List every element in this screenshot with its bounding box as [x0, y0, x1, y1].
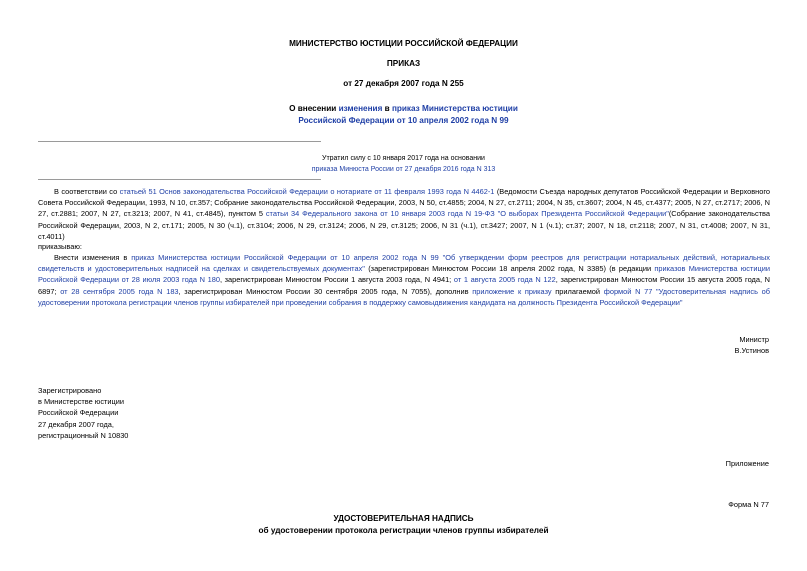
body-text: (зарегистрирован Минюстом России 18 апреля 2002 года, N 3385) (в редакции	[364, 264, 655, 274]
body-link[interactable]: приказ Министерства юстиции Российской Федерации от 10 апреля 2002 года N 99 "Об утверждении форм реестров для регистрации нотариальных действий, нотариальных свидетельств и удостоверительных надписей на сделках и свидетельствуемых документах"	[38, 253, 770, 274]
body-link[interactable]: от 28 сентября 2005 года N 183	[60, 286, 179, 296]
ministry-heading: МИНИСТЕРСТВО ЮСТИЦИИ РОССИЙСКОЙ ФЕДЕРАЦИИ	[289, 39, 518, 48]
doc-type: ПРИКАЗ	[386, 59, 421, 68]
preamble-link[interactable]: статьей 51 Основ законодательства Российской Федерации о нотариате от 11 февраля 1993 года N 4462-1	[119, 187, 495, 196]
validity-link[interactable]: приказа Минюста России от 27 декабря 2016 года N 313	[311, 166, 496, 173]
registration-line: Российской Федерации	[38, 408, 119, 418]
registration-line: 27 декабря 2007 года,	[38, 419, 114, 429]
registration-line: в Министерстве юстиции	[38, 397, 125, 407]
validity-note: Утратил силу с 10 января 2017 года на основании	[322, 155, 485, 162]
body-text: Внести изменения в	[54, 253, 132, 262]
title-link-order[interactable]: приказ Министерства юстиции	[391, 104, 518, 113]
signature-title: Министр	[739, 335, 769, 344]
title-prefix: О внесении	[289, 104, 339, 113]
divider-mid	[38, 179, 321, 180]
body-text: , зарегистрирован Минюстом России 1 августа 2003 года, N 4941;	[219, 275, 454, 285]
order-word: приказываю:	[38, 242, 82, 251]
order-title	[0, 103, 807, 114]
divider-top	[38, 141, 321, 142]
body-text: прилагаемой	[551, 286, 604, 296]
order-title-line2[interactable]: Российской Федерации от 10 апреля 2002 года N 99	[298, 116, 509, 125]
preamble-text: (Собрание законодательства Российской Федерации, 2003, N 2, ст.171; 2005, N 30 (ч.1), ст.3104; 2006, N 29, ст.3124; 2006, N 29, ст.3125; 2006, N 31 (ч.1), ст.3427; 2007, N 1 (ч.1); ст.37; 2007, N 18, ст.2118; 2007, N 31, ст.4008; 2007, N 31, ст.4011)	[38, 209, 770, 241]
registration-block	[38, 385, 128, 441]
body-paragraph	[38, 252, 770, 308]
form-title: УДОСТОВЕРИТЕЛЬНАЯ НАДПИСЬ	[333, 514, 474, 523]
preamble-text: (Ведомости Съезда народных депутатов Российской Федерации и Верховного Совета Российской Федерации, 1993, N 10, ст.357; Собрание законодательства Российской Федерации, 2003, N 50, ст.4855; 2004, N 27, ст.2711; 2004, N 35, ст.3607; 2004, N 45, ст.4377; 2005, N 27, ст.2717; 2006, N 27, ст.2881; 2007, N 27, ст.3213; 2007, N 41, ст.4845), пунктом 5	[38, 187, 770, 219]
preamble-paragraph	[38, 186, 770, 242]
signature-name: В.Устинов	[734, 346, 769, 355]
preamble-text: В соответствии со	[54, 187, 120, 196]
body-text: , зарегистрирован Минюстом России 15 августа 2005 года, N 6897;	[38, 275, 770, 296]
appendix-label: Приложение	[725, 459, 769, 468]
registration-line: регистрационный N 10830	[38, 430, 129, 440]
body-link[interactable]: от 1 августа 2005 года N 122	[453, 275, 556, 285]
registration-line: Зарегистрировано	[38, 386, 102, 395]
body-text: , зарегистрирован Минюстом России 30 сентября 2005 года, N 7055), дополнив	[178, 286, 473, 296]
body-link[interactable]: приложение к приказу	[472, 286, 552, 296]
body-link[interactable]: приказов Министерства юстиции Российской Федерации от 28 июля 2003 года N 180	[38, 264, 770, 285]
form-label: Форма N 77	[728, 500, 769, 509]
date-number: от 27 декабря 2007 года N 255	[343, 79, 464, 88]
preamble-link[interactable]: статьи 34 Федерального закона от 10 января 2003 года N 19-ФЗ "О выборах Президента Российской Федерации"	[265, 209, 669, 219]
body-link[interactable]: формой N 77 "Удостоверительная надпись об удостоверении протокола регистрации членов группы избирателей при проведении собрания в поддержку самовыдвижения кандидата на должность Президента Российской Федерации"	[38, 286, 770, 307]
title-link-change[interactable]: изменения	[338, 104, 383, 113]
form-subtitle: об удостоверении протокола регистрации членов группы избирателей	[258, 526, 549, 535]
title-mid: в	[382, 104, 392, 113]
